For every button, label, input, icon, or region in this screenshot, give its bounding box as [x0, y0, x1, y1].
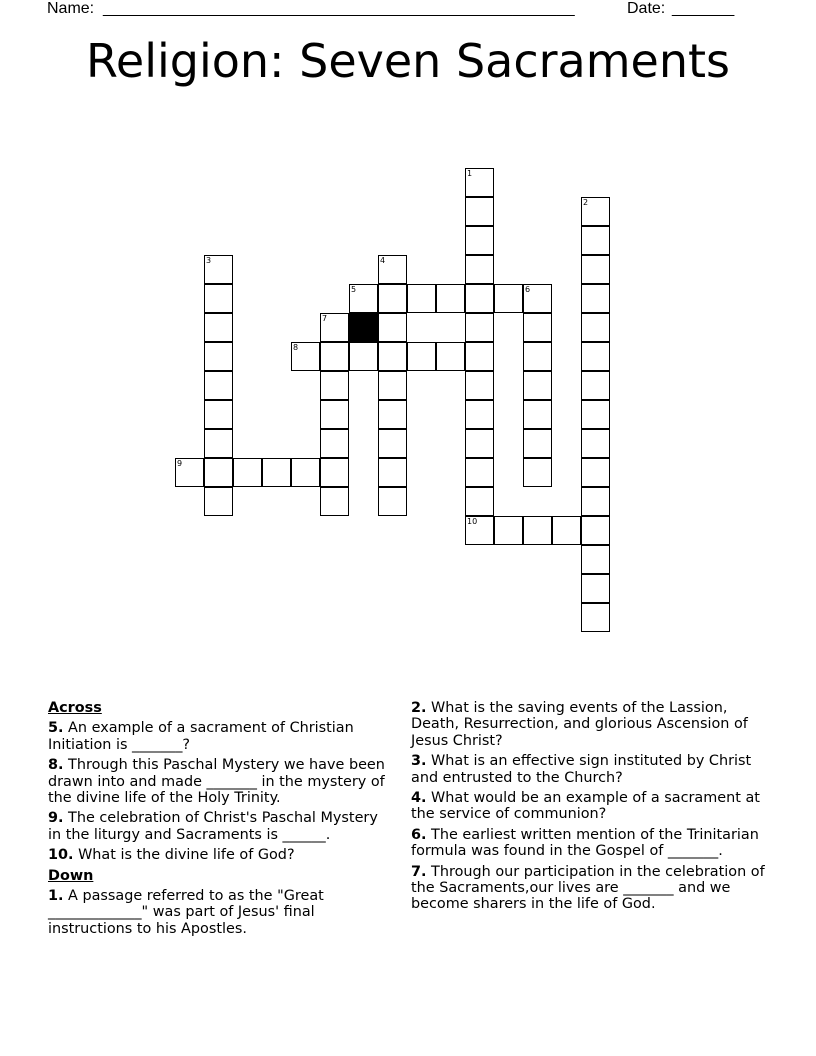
grid-cell[interactable]	[523, 429, 552, 458]
across-heading: Across	[48, 700, 102, 716]
grid-cell[interactable]	[581, 429, 610, 458]
grid-cell[interactable]	[465, 197, 494, 226]
grid-cell[interactable]	[291, 458, 320, 487]
date-label: Date:	[627, 0, 666, 17]
grid-cell[interactable]	[494, 516, 523, 545]
grid-cell[interactable]	[378, 371, 407, 400]
name-line: _____________________________________________________	[103, 0, 575, 17]
grid-cell[interactable]	[581, 458, 610, 487]
grid-cell[interactable]	[204, 458, 233, 487]
grid-cell[interactable]	[465, 284, 494, 313]
grid-cell[interactable]	[523, 371, 552, 400]
grid-cell[interactable]	[581, 574, 610, 603]
grid-cell[interactable]	[378, 342, 407, 371]
grid-cell[interactable]	[552, 516, 581, 545]
grid-cell[interactable]	[494, 284, 523, 313]
clue-number: 8	[293, 343, 299, 352]
clue-number: 7	[322, 314, 328, 323]
grid-cell[interactable]	[349, 284, 378, 313]
grid-cell[interactable]	[523, 516, 552, 545]
grid-cell[interactable]	[204, 284, 233, 313]
clue-down-1: 1. A passage referred to as the "Great _____________" was part of Jesus' final instructions to his Apostles.	[48, 888, 324, 937]
grid-cell[interactable]	[581, 255, 610, 284]
grid-cell[interactable]	[378, 487, 407, 516]
grid-cell[interactable]	[581, 516, 610, 545]
grid-cell[interactable]	[320, 487, 349, 516]
grid-cell[interactable]	[378, 400, 407, 429]
grid-cell[interactable]	[378, 429, 407, 458]
grid-cell[interactable]	[523, 284, 552, 313]
clue-number: 2	[583, 198, 589, 207]
grid-cell[interactable]	[320, 313, 349, 342]
clue-down-7: 7. Through our participation in the celebration of the Sacraments,our lives are _______ and we become sharers in the life of God.	[411, 863, 765, 913]
grid-cell[interactable]	[523, 400, 552, 429]
clue-down-4: 4. What would be an example of a sacrament at the service of communion?	[411, 790, 760, 823]
clues-right-column	[411, 700, 766, 917]
grid-cell[interactable]	[378, 255, 407, 284]
grid-cell[interactable]	[175, 458, 204, 487]
grid-cell[interactable]	[465, 458, 494, 487]
grid-cell[interactable]	[523, 342, 552, 371]
grid-cell[interactable]	[465, 168, 494, 197]
clue-number: 6	[525, 285, 531, 294]
clue-number: 9	[177, 459, 183, 468]
name-label: Name:	[47, 0, 95, 17]
clue-across-10: 10. What is the divine life of God?	[48, 847, 295, 864]
grid-cell[interactable]	[465, 342, 494, 371]
grid-cell[interactable]	[204, 313, 233, 342]
grid-cell[interactable]	[436, 284, 465, 313]
clue-down-3: 3. What is an effective sign instituted by Christ and entrusted to the Church?	[411, 753, 752, 786]
clue-number: 3	[206, 256, 212, 265]
grid-cell[interactable]	[465, 371, 494, 400]
clue-number: 5	[351, 285, 357, 294]
grid-cell[interactable]	[465, 429, 494, 458]
grid-cell[interactable]	[465, 400, 494, 429]
grid-cell[interactable]	[465, 516, 494, 545]
grid-cell[interactable]	[581, 313, 610, 342]
grid-cell[interactable]	[465, 226, 494, 255]
grid-cell[interactable]	[465, 313, 494, 342]
grid-cell[interactable]	[320, 458, 349, 487]
grid-cell[interactable]	[581, 487, 610, 516]
grid-cell[interactable]	[378, 458, 407, 487]
grid-cell[interactable]	[204, 487, 233, 516]
clues-left-column	[48, 700, 393, 941]
grid-cell[interactable]	[291, 342, 320, 371]
grid-cell[interactable]	[320, 400, 349, 429]
clue-number: 1	[467, 169, 473, 178]
date-line: _______	[672, 0, 735, 17]
grid-black-cell	[349, 313, 378, 342]
grid-cell[interactable]	[581, 545, 610, 574]
grid-cell[interactable]	[581, 400, 610, 429]
clue-down-2: 2. What is the saving events of the Lassion, Death, Resurrection, and glorious Ascension of Jesus Christ?	[411, 700, 748, 749]
clue-across-8: 8. Through this Paschal Mystery we have been drawn into and made _______ in the mystery of the divine life of the Holy Trinity.	[48, 757, 385, 807]
grid-cell[interactable]	[407, 342, 436, 371]
grid-cell[interactable]	[581, 284, 610, 313]
clue-number: 10	[467, 517, 478, 526]
grid-cell[interactable]	[320, 371, 349, 400]
grid-cell[interactable]	[581, 603, 610, 632]
grid-cell[interactable]	[204, 429, 233, 458]
clue-across-5: 5. An example of a sacrament of Christian Initiation is _______?	[48, 720, 354, 753]
grid-cell[interactable]	[581, 342, 610, 371]
grid-cell[interactable]	[465, 487, 494, 516]
grid-cell[interactable]	[204, 371, 233, 400]
grid-cell[interactable]	[523, 313, 552, 342]
clue-across-9: 9. The celebration of Christ's Paschal Mystery in the liturgy and Sacraments is ______.	[48, 810, 378, 843]
grid-cell[interactable]	[581, 371, 610, 400]
grid-cell[interactable]	[233, 458, 262, 487]
grid-cell[interactable]	[204, 342, 233, 371]
grid-cell[interactable]	[581, 226, 610, 255]
grid-cell[interactable]	[378, 313, 407, 342]
grid-cell[interactable]	[349, 342, 378, 371]
grid-cell[interactable]	[320, 342, 349, 371]
clue-down-6: 6. The earliest written mention of the Trinitarian formula was found in the Gospel of _______.	[411, 826, 759, 860]
clue-number: 4	[380, 256, 386, 265]
grid-cell[interactable]	[204, 255, 233, 284]
grid-cell[interactable]	[320, 429, 349, 458]
grid-cell[interactable]	[262, 458, 291, 487]
grid-cell[interactable]	[204, 400, 233, 429]
grid-cell[interactable]	[465, 255, 494, 284]
down-heading: Down	[48, 867, 94, 884]
grid-cell[interactable]	[523, 458, 552, 487]
grid-cell[interactable]	[581, 197, 610, 226]
grid-cell[interactable]	[407, 284, 436, 313]
grid-cell[interactable]	[436, 342, 465, 371]
grid-cell[interactable]	[378, 284, 407, 313]
page-title: Religion: Seven Sacraments	[86, 34, 730, 88]
